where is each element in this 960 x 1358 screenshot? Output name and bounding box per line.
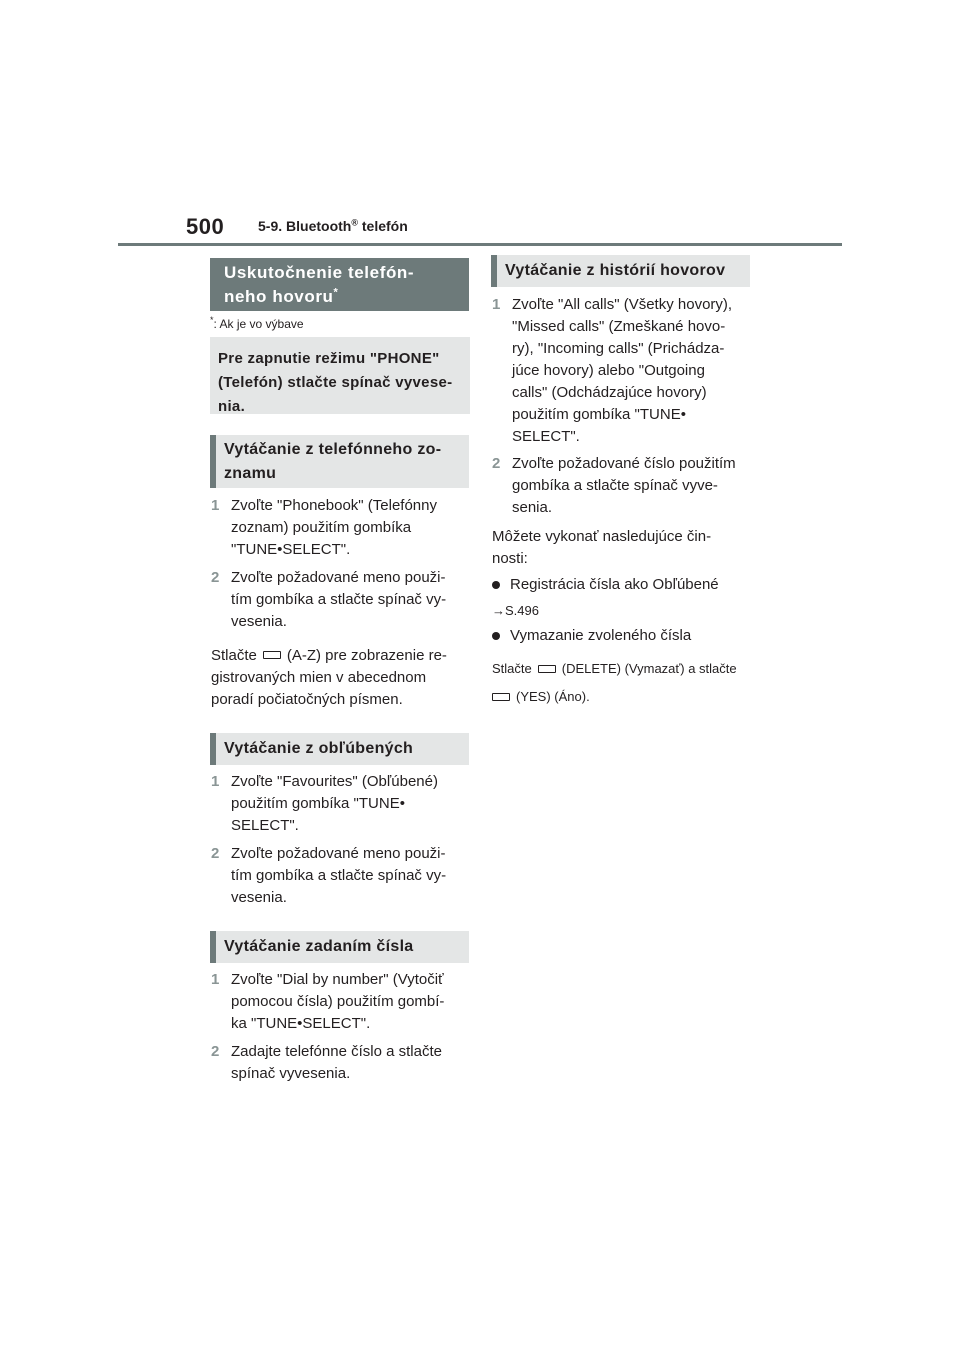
- dial-number-step-2: [211, 1041, 469, 1087]
- step-line: zoznam) použitím gombíka: [231, 519, 412, 536]
- yes-text: (YES) (Áno).: [516, 689, 590, 704]
- para-line1: Môžete vykonať nasledujúce čin-: [492, 528, 712, 545]
- bullet-register-favourite: [492, 574, 754, 596]
- step-number: 2: [211, 1043, 220, 1060]
- step-line: Zvoľte "Favourites" (Obľúbené): [231, 773, 438, 790]
- step-number: 1: [211, 773, 220, 790]
- note-text: : Ak je vo výbave: [213, 317, 304, 331]
- favourites-heading: [210, 733, 469, 765]
- history-heading: [491, 255, 750, 287]
- note-mark: *: [210, 315, 214, 325]
- arrow-right-icon: →: [492, 603, 505, 618]
- infobox-line1: Pre zapnutie režimu "PHONE": [218, 350, 440, 367]
- header-rule: [118, 243, 842, 246]
- dial-number-heading-text: Vytáčanie zadaním čísla: [224, 938, 414, 955]
- favourites-step-1: [211, 771, 469, 839]
- step-line: calls" (Odchádzajúce hovory): [512, 384, 707, 401]
- main-heading: [210, 258, 469, 311]
- button-icon: [538, 665, 556, 673]
- step-line: SELECT".: [231, 817, 299, 834]
- step-line: Zvoľte požadované číslo použitím: [512, 455, 736, 472]
- para-pre: Stlačte: [211, 647, 257, 664]
- para-line3: poradí počiatočných písmen.: [211, 691, 403, 708]
- dial-number-step-1: [211, 969, 469, 1037]
- step-line: "Missed calls" (Zmeškané hovo-: [512, 318, 726, 335]
- bullet-icon: [492, 581, 500, 589]
- infobox-line2: (Telefón) stlačte spínač vyvese-: [218, 374, 453, 391]
- step-number: 2: [492, 455, 501, 472]
- history-heading-text: Vytáčanie z histórií hovorov: [505, 262, 726, 279]
- para-post: (A-Z) pre zobrazenie re-: [286, 647, 447, 664]
- section-title: [258, 218, 408, 234]
- favourites-step-2: [211, 843, 469, 911]
- main-heading-asterisk: *: [333, 285, 339, 298]
- step-line: pomocou čísla) použitím gombí-: [231, 993, 445, 1010]
- section-prefix: 5-9. Bluetooth: [258, 218, 352, 234]
- bullet-text: Vymazanie zvoleného čísla: [510, 627, 692, 644]
- step-line: Zvoľte "Dial by number" (Vytočiť: [231, 971, 444, 988]
- step-line: tím gombíka a stlačte spínač vy-: [231, 867, 447, 884]
- step-line: Zvoľte požadované meno použi-: [231, 845, 446, 862]
- step-number: 2: [211, 845, 220, 862]
- step-line: vesenia.: [231, 613, 287, 630]
- phonebook-heading: [210, 435, 469, 488]
- phonebook-heading-line2: znamu: [224, 464, 277, 482]
- step-line: senia.: [512, 499, 553, 516]
- step-line: Zvoľte "Phonebook" (Telefónny: [231, 497, 437, 514]
- history-step-2: [492, 453, 754, 521]
- phone-mode-infobox: [210, 337, 470, 414]
- step-line: "TUNE•SELECT".: [231, 541, 351, 558]
- step-line: SELECT".: [512, 428, 580, 445]
- history-step-1: [492, 294, 754, 450]
- infobox-line3: nia.: [218, 398, 246, 415]
- dial-number-heading: [210, 931, 469, 963]
- phonebook-heading-line1: Vytáčanie z telefónneho zo-: [224, 440, 442, 458]
- phonebook-paragraph: [211, 645, 471, 711]
- phonebook-step-1: [211, 495, 469, 563]
- step-number: 1: [492, 296, 501, 313]
- button-icon: [263, 651, 281, 659]
- delete-pre: Stlačte: [492, 661, 532, 676]
- main-heading-line1: Uskutočnenie telefón-: [224, 262, 415, 282]
- step-line: spínač vyvesenia.: [231, 1065, 351, 1082]
- step-line: vesenia.: [231, 889, 287, 906]
- step-line: gombíka a stlačte spínač vyve-: [512, 477, 718, 494]
- bullet-text: Registrácia čísla ako Obľúbené: [510, 576, 719, 593]
- step-line: júce hovory) alebo "Outgoing: [512, 362, 705, 379]
- step-line: tím gombíka a stlačte spínač vy-: [231, 591, 447, 608]
- registered-mark: ®: [351, 217, 358, 228]
- para-line2: nosti:: [492, 550, 528, 567]
- favourites-heading-text: Vytáčanie z obľúbených: [224, 740, 414, 757]
- delete-instruction: [492, 659, 737, 679]
- step-line: Zvoľte "All calls" (Všetky hovory),: [512, 296, 733, 313]
- step-number: 1: [211, 497, 220, 514]
- bullet-icon: [492, 632, 500, 640]
- step-number: 1: [211, 971, 220, 988]
- availability-note: [210, 317, 304, 331]
- page-reference: [492, 601, 539, 621]
- history-paragraph: [492, 526, 754, 570]
- step-line: použitím gombíka "TUNE•: [231, 795, 405, 812]
- reference-text: S.496: [505, 603, 539, 618]
- step-line: ka "TUNE•SELECT".: [231, 1015, 371, 1032]
- page-number: 500: [186, 214, 225, 239]
- step-number: 2: [211, 569, 220, 586]
- step-line: ry), "Incoming calls" (Prichádza-: [512, 340, 725, 357]
- step-line: Zadajte telefónne číslo a stlačte: [231, 1043, 442, 1060]
- para-line2: gistrovaných mien v abecednom: [211, 669, 427, 686]
- phonebook-step-2: [211, 567, 469, 635]
- bullet-delete-number: [492, 625, 754, 647]
- delete-post: (DELETE) (Vymazať) a stlačte: [561, 661, 737, 676]
- main-heading-line2: neho hovoru: [224, 286, 334, 306]
- step-line: Zvoľte požadované meno použi-: [231, 569, 446, 586]
- section-suffix: telefón: [357, 218, 408, 234]
- button-icon: [492, 693, 510, 701]
- yes-instruction: [486, 687, 590, 707]
- step-line: použitím gombíka "TUNE•: [512, 406, 686, 423]
